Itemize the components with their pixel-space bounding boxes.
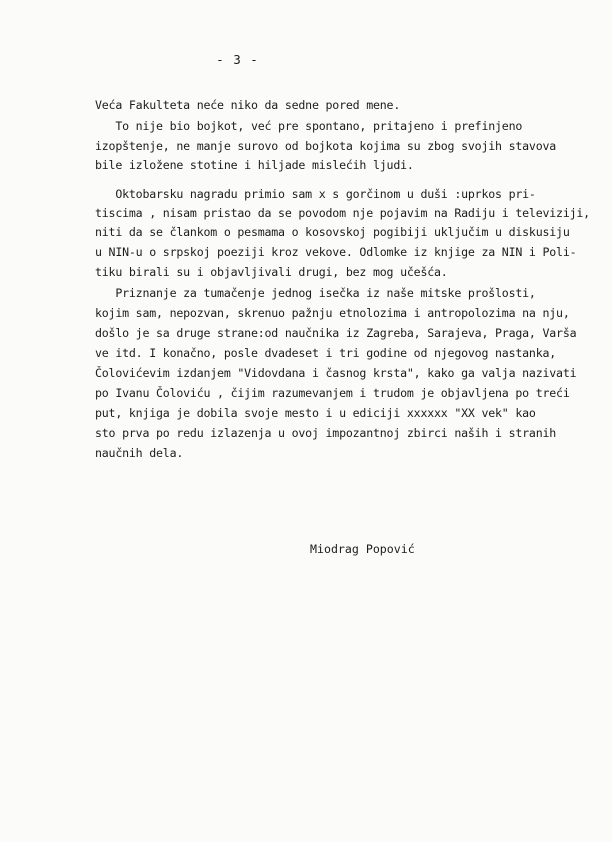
text-line-14: Čolovićevim izdanjem "Vidovdana i časnog krsta", kako ga valja nazivati — [95, 366, 577, 380]
text-line-10: Priznanje za tumačenje jednog isečka iz naše mitske prošlosti, — [95, 286, 536, 300]
text-line-1: Veća Fakulteta neće niko da sedne pored mene. — [95, 98, 401, 112]
text-line-15: po Ivanu Čoloviću , čijim razumevanjem i trudom je objavljena po treći — [95, 386, 570, 400]
text-line-4: bile izložene stotine i hiljade mislećih ljudi. — [95, 158, 414, 172]
text-line-3: izopštenje, ne manje surovo od bojkota kojima su zbog svojih stavova — [95, 139, 557, 153]
text-line-11: kojim sam, nepozvan, skrenuo pažnju etnolozima i antropolozima na nju, — [95, 306, 570, 320]
text-line-7: niti da se člankom o pesmama o kosovskoj pogibiji uključim u diskusiju — [95, 225, 570, 239]
text-line-16: put, knjiga je dobila svoje mesto i u ediciji xxxxxx "XX vek" kao — [95, 406, 536, 420]
text-line-18: naučnih dela. — [95, 446, 184, 460]
text-line-8: u NIN-u o srpskoj poeziji kroz vekove. Odlomke iz knjige za NIN i Poli- — [95, 245, 577, 259]
text-line-6: tiscima , nisam pristao da se povodom nje pojavim na Radiju i televiziji, — [95, 206, 590, 220]
page-number: - 3 - — [216, 52, 259, 67]
text-line-13: ve itd. I konačno, posle dvadeset i tri godine od njegovog nastanka, — [95, 346, 557, 360]
text-line-12: došlo je sa druge strane:od naučnika iz Zagreba, Sarajeva, Praga, Varša — [95, 326, 577, 340]
text-line-9: tiku birali su i objavljivali drugi, bez mog učešća. — [95, 265, 448, 279]
signature: Miodrag Popović — [310, 542, 415, 556]
text-line-5: Oktobarsku nagradu primio sam x s gorčinom u duši :uprkos pri- — [95, 187, 536, 201]
text-line-17: sto prva po redu izlazenja u ovoj impozantnoj zbirci naših i stranih — [95, 426, 557, 440]
text-line-2: To nije bio bojkot, već pre spontano, pritajeno i prefinjeno — [95, 119, 523, 133]
